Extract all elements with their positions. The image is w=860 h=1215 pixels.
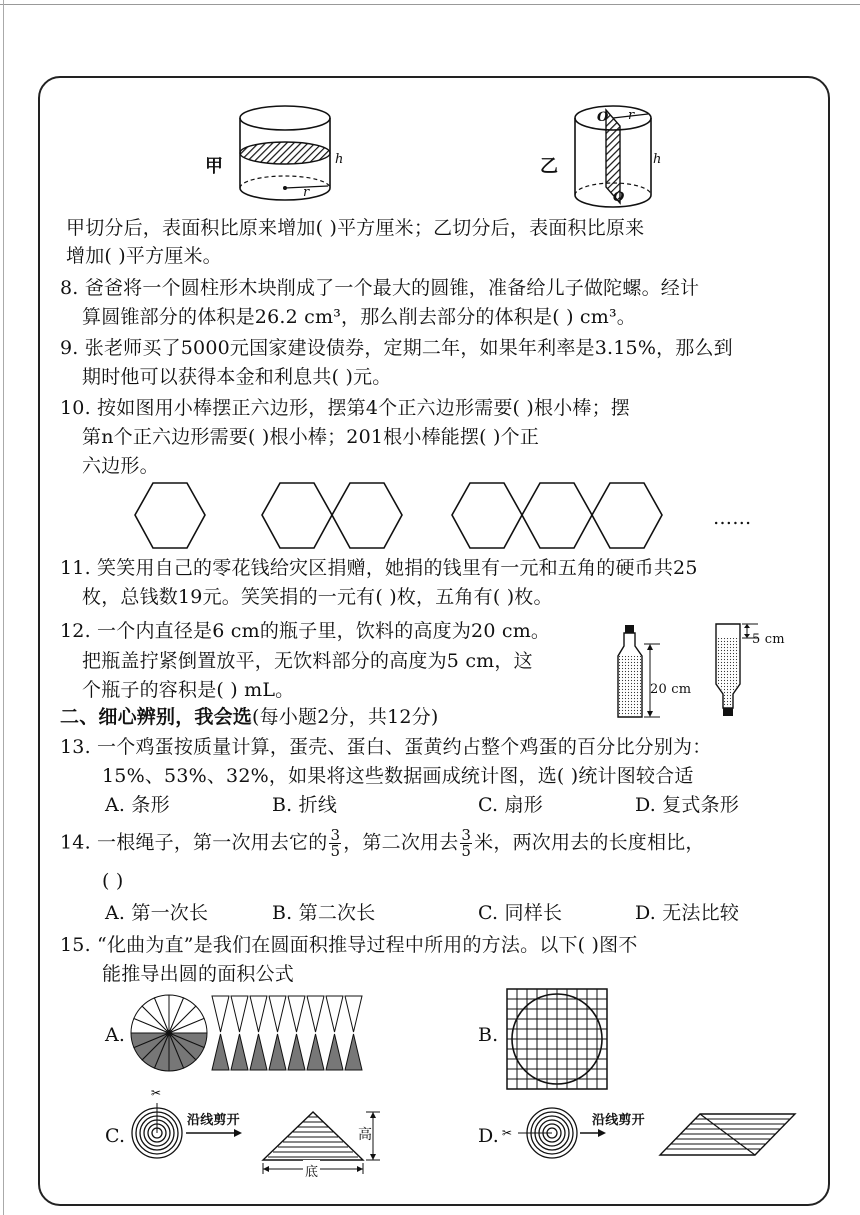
figure-a-sectors bbox=[128, 992, 368, 1074]
q7-line1: 甲切分后，表面积比原来增加( )平方厘米；乙切分后，表面积比原来 bbox=[66, 217, 645, 239]
q9-line1: 9. 张老师买了5000元国家建设债券，定期二年，如果年利率是3.15%，那么到 bbox=[60, 337, 733, 359]
q13-option-d: D. 复式条形 bbox=[635, 794, 740, 816]
triangle-gray bbox=[288, 1034, 305, 1070]
label-h-jia: h bbox=[335, 152, 344, 167]
q13-option-a: A. 条形 bbox=[105, 794, 170, 816]
q7-line2: 增加( )平方厘米。 bbox=[66, 245, 222, 267]
q12-line3: 个瓶子的容积是( ) mL。 bbox=[82, 679, 295, 701]
q13-line2: 15%、53%、32%，如果将这些数据画成统计图，选( )统计图较合适 bbox=[102, 765, 694, 787]
q13-option-b: B. 折线 bbox=[272, 794, 338, 816]
fraction-3-5-b: $\frac{3}{5}$ bbox=[461, 826, 472, 860]
section2-header bbox=[60, 704, 439, 730]
q10-line3: 六边形。 bbox=[82, 455, 159, 477]
q14-option-c: C. 同样长 bbox=[478, 902, 563, 924]
q10-line1: 10. 按如图用小棒摆正六边形，摆第4个正六边形需要( )根小棒；摆 bbox=[60, 397, 631, 419]
scissors-icon-d: ✂ bbox=[502, 1126, 513, 1140]
triangle-gray bbox=[269, 1034, 286, 1070]
q14-part1: 14. 一根绳子，第一次用去它的 bbox=[60, 831, 328, 854]
q8-line2: 算圆锥部分的体积是26.2 cm³，那么削去部分的体积是( ) cm³。 bbox=[82, 306, 636, 328]
label-jia: 甲 bbox=[205, 156, 223, 177]
label-o-top: O bbox=[597, 110, 609, 125]
triangle-gray bbox=[345, 1034, 362, 1070]
label-r-jia: r bbox=[303, 185, 310, 200]
cut-text-c: 沿线剪开 bbox=[187, 1113, 240, 1128]
triangle-white bbox=[345, 996, 362, 1032]
q15-label-a: A. bbox=[105, 1024, 126, 1046]
triangle-gray bbox=[326, 1034, 343, 1070]
section2-note: (每小题2分，共12分) bbox=[252, 706, 439, 728]
bottle-label-5cm: 5 cm bbox=[752, 632, 785, 647]
triangle-gray bbox=[212, 1034, 229, 1070]
q14-line2: ( ) bbox=[102, 870, 124, 892]
q15-label-c: C. bbox=[105, 1125, 126, 1147]
hexagon-sequence-figure bbox=[130, 478, 710, 558]
q13-option-c: C. 扇形 bbox=[478, 794, 543, 816]
label-h-yi: h bbox=[653, 152, 662, 167]
bottle-label-20cm: 20 cm bbox=[650, 682, 692, 697]
triangle-white bbox=[250, 996, 267, 1032]
scissors-icon-c: ✂ bbox=[151, 1086, 162, 1100]
q15-line2: 能推导出圆的面积公式 bbox=[102, 963, 295, 985]
q12-line1: 12. 一个内直径是6 cm的瓶子里，饮料的高度为20 cm。 bbox=[60, 620, 551, 642]
figure-d-parallelogram bbox=[655, 1110, 800, 1160]
q8-line1: 8. 爸爸将一个圆柱形木块削成了一个最大的圆锥，准备给儿子做陀螺。经计 bbox=[60, 277, 700, 299]
cylinder-jia-figure bbox=[230, 100, 350, 210]
triangle-white bbox=[288, 996, 305, 1032]
hexagon-ellipsis: …… bbox=[713, 507, 752, 529]
triangle-gray bbox=[231, 1034, 248, 1070]
triangle-white bbox=[212, 996, 229, 1032]
page-top-edge bbox=[0, 0, 860, 5]
q10-line2: 第n个正六边形需要( )根小棒；201根小棒能摆( )个正 bbox=[82, 426, 540, 448]
q14-option-d: D. 无法比较 bbox=[635, 902, 740, 924]
label-r-yi: r bbox=[628, 108, 635, 123]
q11-line2: 枚，总钱数19元。笑笑捐的一元有( )枚，五角有( )枚。 bbox=[82, 586, 553, 608]
triangle-gray bbox=[307, 1034, 324, 1070]
triangle-white bbox=[326, 996, 343, 1032]
q12-line2: 把瓶盖拧紧倒置放平，无饮料部分的高度为5 cm，这 bbox=[82, 650, 533, 672]
q9-line2: 期时他可以获得本金和利息共( )元。 bbox=[82, 366, 392, 388]
q11-line1: 11. 笑笑用自己的零花钱给灾区捐赠，她捐的钱里有一元和五角的硬币共25 bbox=[60, 557, 698, 579]
triangle-gray bbox=[250, 1034, 267, 1070]
figure-b-grid-circle bbox=[505, 987, 610, 1092]
label-yi: 乙 bbox=[540, 156, 558, 177]
q15-label-b: B. bbox=[478, 1024, 499, 1046]
section2-title: 二、细心辨别，我会选 bbox=[60, 706, 253, 728]
q14-line1 bbox=[60, 828, 705, 859]
triangle-white bbox=[307, 996, 324, 1032]
q13-line1: 13. 一个鸡蛋按质量计算，蛋壳、蛋白、蛋黄约占整个鸡蛋的百分比分别为： bbox=[60, 736, 712, 758]
q15-label-d: D. bbox=[478, 1125, 499, 1147]
q14-part2: ，第二次用去 bbox=[343, 831, 459, 854]
height-label: 高 bbox=[358, 1122, 372, 1148]
q14-option-a: A. 第一次长 bbox=[105, 902, 209, 924]
page-left-edge bbox=[0, 0, 4, 1215]
q15-line1: 15. “化曲为直”是我们在圆面积推导过程中所用的方法。以下( )图不 bbox=[60, 934, 638, 956]
fraction-3-5-a: $\frac{3}{5}$ bbox=[330, 826, 341, 860]
cut-text-d: 沿线剪开 bbox=[592, 1113, 645, 1128]
triangle-white bbox=[269, 996, 286, 1032]
q14-option-b: B. 第二次长 bbox=[272, 902, 376, 924]
q14-part3: 米，两次用去的长度相比， bbox=[474, 831, 705, 854]
label-o-bottom: O bbox=[613, 190, 625, 205]
triangle-white bbox=[231, 996, 248, 1032]
base-label: 底 bbox=[303, 1160, 320, 1186]
